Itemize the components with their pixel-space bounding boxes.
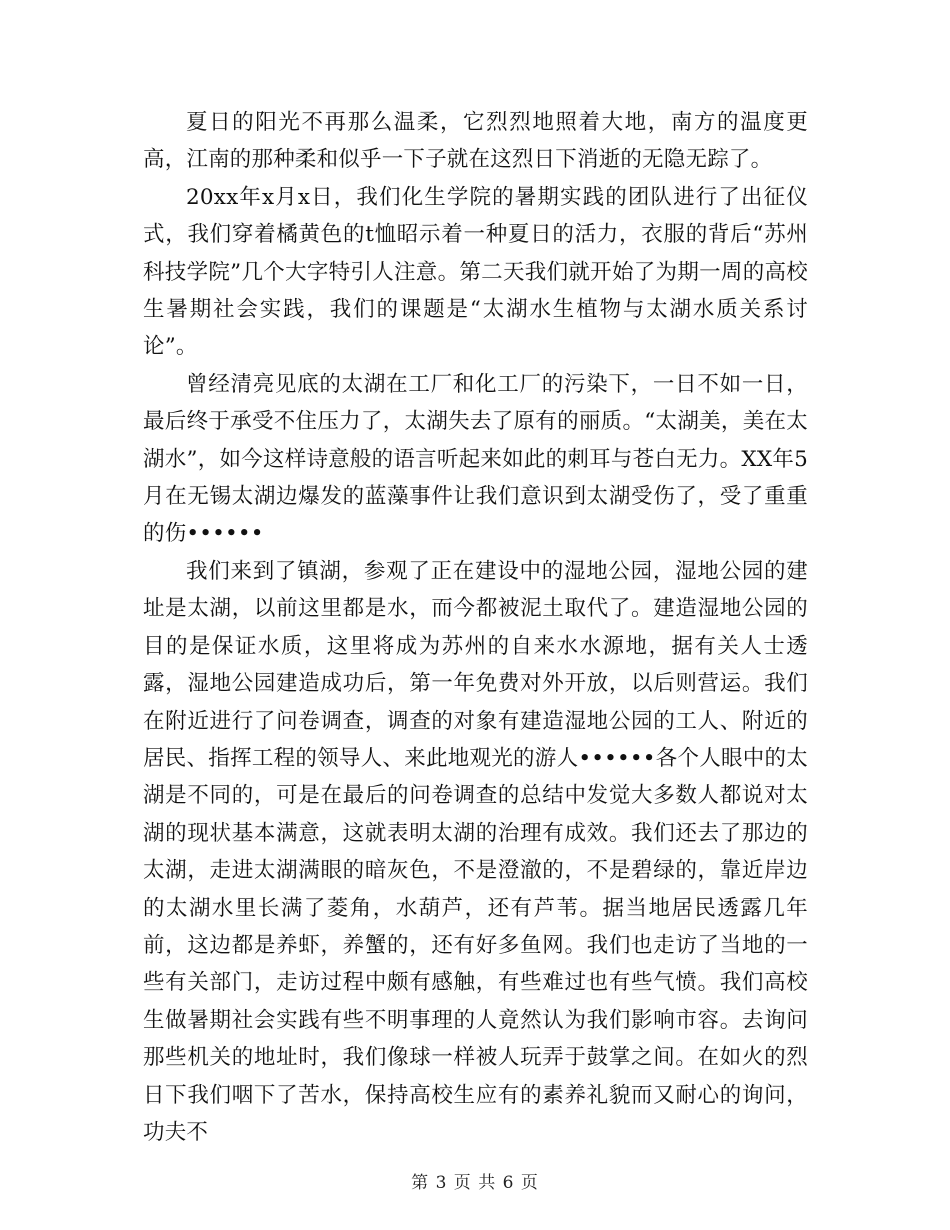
paragraph-summer-intro: 夏日的阳光不再那么温柔，它烈烈地照着大地，南方的温度更高，江南的那种柔和似乎一下子就在这烈日下消逝的无隐无踪了。 xyxy=(143,110,808,173)
paragraph-practice-team: 20xx年x月x日，我们化生学院的暑期实践的团队进行了出征仪式，我们穿着橘黄色的t恤昭示着一种夏日的活力，衣服的背后“苏州科技学院”几个大字特引人注意。第二天我们就开始了为期一周的高校生暑期社会实践，我们的课题是“太湖水生植物与太湖水质关系讨论”。 xyxy=(143,184,808,360)
paragraph-wetland-visit: 我们来到了镇湖，参观了正在建设中的湿地公园，湿地公园的建址是太湖，以前这里都是水，而今都被泥土取代了。建造湿地公园的目的是保证水质，这里将成为苏州的自来水水源地，据有关人士透露，湿地公园建造成功后，第一年免费对外开放，以后则营运。我们在附近进行了问卷调查，调查的对象有建造湿地公园的工人、附近的居民、指挥工程的领导人、来此地观光的游人••••••各个人眼中的太湖是不同的，可是在最后的问卷调查的总结中发觉大多数人都说对太湖的现状基本满意，这就表明太湖的治理有成效。我们还去了那边的太湖，走进太湖满眼的暗灰色，不是澄澈的，不是碧绿的，靠近岸边的太湖水里长满了菱角，水葫芦，还有芦苇。据当地居民透露几年前，这边都是养虾，养蟹的，还有好多鱼网。我们也走访了当地的一些有关部门，走访过程中颇有感触，有些难过也有些气愤。我们高校生做暑期社会实践有些不明事理的人竟然认为我们影响市容。去询问那些机关的地址时，我们像球一样被人玩弄于鼓掌之间。在如火的烈日下我们咽下了苦水，保持高校生应有的素养礼貌而又耐心的询问，功夫不 xyxy=(143,558,808,1145)
paragraph-taihu-pollution: 曾经清亮见底的太湖在工厂和化工厂的污染下，一日不如一日，最后终于承受不住压力了，太湖失去了原有的丽质。“太湖美，美在太湖水”，如今这样诗意般的语言听起来如此的刺耳与苍白无力。XX年5月在无锡太湖边爆发的蓝藻事件让我们意识到太湖受伤了，受了重重的伤•••••• xyxy=(143,371,808,547)
document-body xyxy=(143,104,808,1151)
page-number-footer: 第 3 页 共 6 页 xyxy=(411,1173,539,1193)
